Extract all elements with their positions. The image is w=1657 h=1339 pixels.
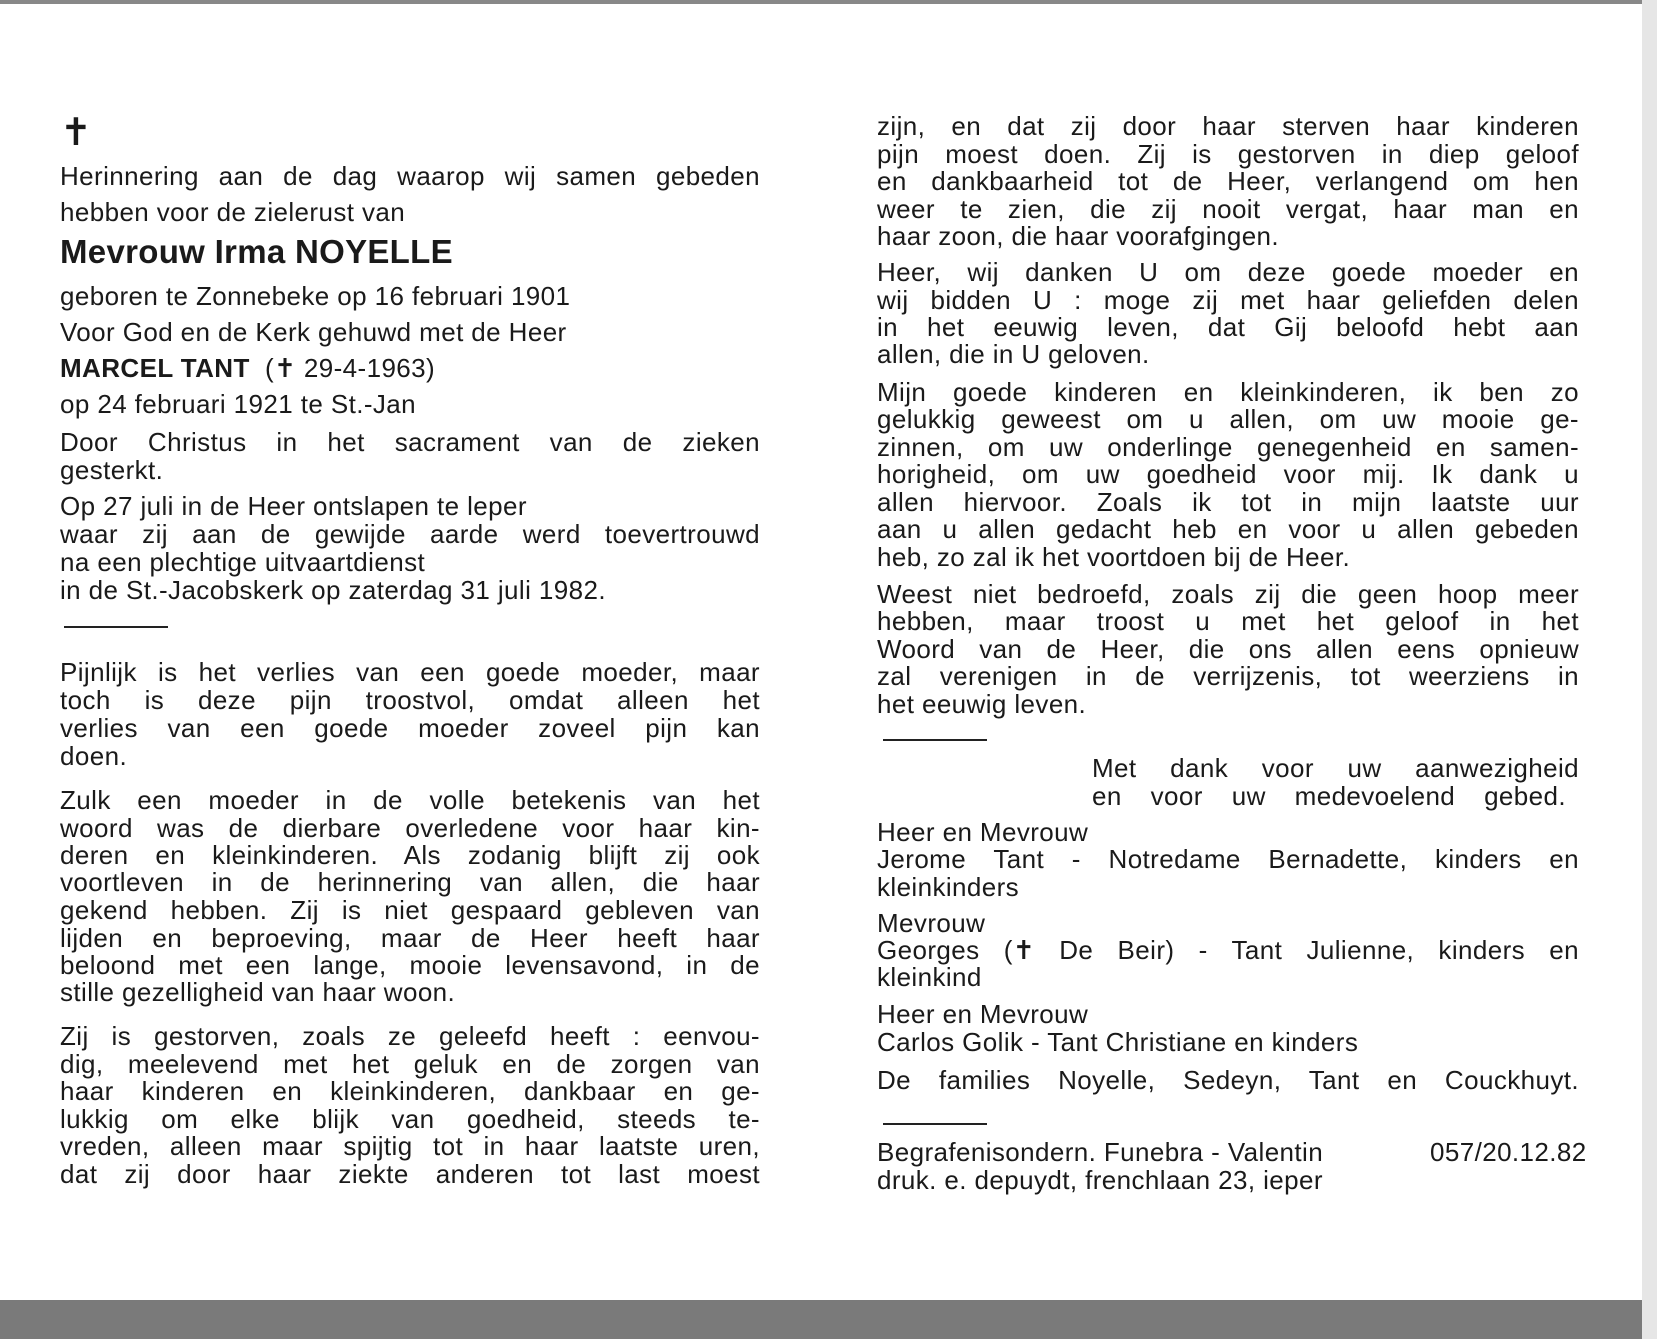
para2-line: deren en kleinkinderen. Als zodanig blijft zij ook [60,840,760,870]
cross-icon: ✝ [60,110,92,154]
para2-line: stille gezelligheid van haar woon. [60,977,456,1007]
printer: druk. e. depuydt, frenchlaan 23, ieper [877,1165,1323,1195]
death-line-2: waar zij aan de gewijde aarde werd toevertrouwd [60,519,760,549]
r-para3-line: Mijn goede kinderen en kleinkinderen, ik ben zo [877,377,1579,407]
r-para3-line: aan u allen gedacht heb en voor u allen gebeden [877,514,1579,544]
r-para4-line: zal verenigen in de verrijzenis, tot weerziens in [877,661,1579,691]
r-para3-line: allen hiervoor. Zoals ik tot in mijn laatste uur [877,487,1579,517]
thanks-line: en voor uw medevoelend gebed. [1092,781,1566,811]
r-para3-line: zinnen, om uw onderlinge genegenheid en samen- [877,432,1579,462]
sacrament-line-1: Door Christus in het sacrament van de zieken [60,427,760,457]
para2-line: Zulk een moeder in de volle betekenis van het [60,785,760,815]
family-line: De families Noyelle, Sedeyn, Tant en Couckhuyt. [877,1065,1579,1095]
death-line-4: in de St.-Jacobskerk op zaterdag 31 juli 1982. [60,575,606,605]
sacrament-line-2: gesterkt. [60,455,164,485]
para1-line: Pijnlijk is het verlies van een goede moeder, maar [60,657,760,687]
r-para1-line: en dankbaarheid tot de Heer, verlangend om hen [877,166,1579,196]
para2-line: lijden en beproeving, maar de Heer heeft haar [60,923,760,953]
husband-line [60,354,760,382]
para1-line: doen. [60,741,128,771]
para1-line: verlies van een goede moeder zoveel pijn kan [60,713,760,743]
para3-line: dig, meelevend met het geluk en de zorgen van [60,1049,760,1079]
r-para1-line: haar zoon, die haar voorafgingen. [877,221,1280,251]
para3-line: dat zij door haar ziekte anderen tot last moest [60,1159,760,1189]
para2-line: woord was de dierbare overledene voor haar kin- [60,813,760,843]
divider [64,626,168,628]
death-line-3: na een plechtige uitvaartdienst [60,547,426,577]
husband-death: (✝ 29-4-1963) [265,353,436,383]
married-date: op 24 februari 1921 te St.-Jan [60,389,417,419]
intro-line-2: hebben voor de zielerust van [60,197,406,227]
para3-line: haar kinderen en kleinkinderen, dankbaar en ge- [60,1076,760,1106]
para3-line: Zij is gestorven, zoals ze geleefd heeft : eenvou- [60,1021,760,1051]
para2-line: voortleven in de herinnering van allen, die haar [60,867,760,897]
para3-line: vreden, alleen maar spijtig tot in haar laatste uren, [60,1131,760,1161]
death-line-1: Op 27 juli in de Heer ontslapen te leper [60,491,527,521]
intro-line-1: Herinnering aan de dag waarop wij samen gebeden [60,161,760,191]
family-line: Mevrouw [877,908,986,938]
r-para4-line: het eeuwig leven. [877,689,1087,719]
card-code: 057/20.12.82 [1430,1137,1587,1167]
family-line: kleinkinders [877,872,1020,902]
divider [883,1123,987,1125]
r-para2-line: Heer, wij danken U om deze goede moeder en [877,257,1579,287]
r-para4-line: Woord van de Heer, die ons allen eens opnieuw [877,634,1579,664]
undertaker: Begrafenisondern. Funebra - Valentin [877,1137,1324,1167]
thanks-line: Met dank voor uw aanwezigheid [1092,753,1579,783]
r-para2-line: wij bidden U : moge zij met haar geliefden delen [877,285,1579,315]
r-para4-line: hebben, maar troost u met het geloof in het [877,606,1579,636]
family-line: Heer en Mevrouw [877,999,1089,1029]
r-para1-line: weer te zien, die zij nooit vergat, haar man en [877,194,1579,224]
r-para3-line: heb, zo zal ik het voortdoen bij de Heer. [877,542,1351,572]
para2-line: gekend hebben. Zij is niet gespaard gebleven van [60,895,760,925]
r-para2-line: allen, die in U geloven. [877,339,1150,369]
deceased-name: Mevrouw Irma NOYELLE [60,233,453,270]
r-para3-line: gelukkig geweest om u allen, om uw mooie ge- [877,404,1579,434]
family-line: Georges (✝ De Beir) - Tant Julienne, kinders en [877,935,1579,965]
card-edge [1642,0,1657,1339]
family-line: Heer en Mevrouw [877,817,1089,847]
family-line: Jerome Tant - Notredame Bernadette, kinders en [877,844,1579,874]
husband-name: MARCEL TANT [60,353,250,383]
para3-line: lukkig om elke blijk van goedheid, steeds te- [60,1104,760,1134]
family-line: kleinkind [877,962,982,992]
birth-line: geboren te Zonnebeke op 16 februari 1901 [60,281,571,311]
divider [883,739,987,741]
r-para1-line: zijn, en dat zij door haar sterven haar kinderen [877,111,1579,141]
r-para1-line: pijn moest doen. Zij is gestorven in diep geloof [877,139,1579,169]
married-line: Voor God en de Kerk gehuwd met de Heer [60,317,567,347]
para1-line: toch is deze pijn troostvol, omdat alleen het [60,685,760,715]
r-para4-line: Weest niet bedroefd, zoals zij die geen hoop meer [877,579,1579,609]
r-para3-line: horigheid, om uw goedheid voor mij. Ik dank u [877,459,1579,489]
para2-line: beloond met een lange, mooie levensavond, in de [60,950,760,980]
family-line: Carlos Golik - Tant Christiane en kinders [877,1027,1359,1057]
r-para2-line: in het eeuwig leven, dat Gij beloofd hebt aan [877,312,1579,342]
